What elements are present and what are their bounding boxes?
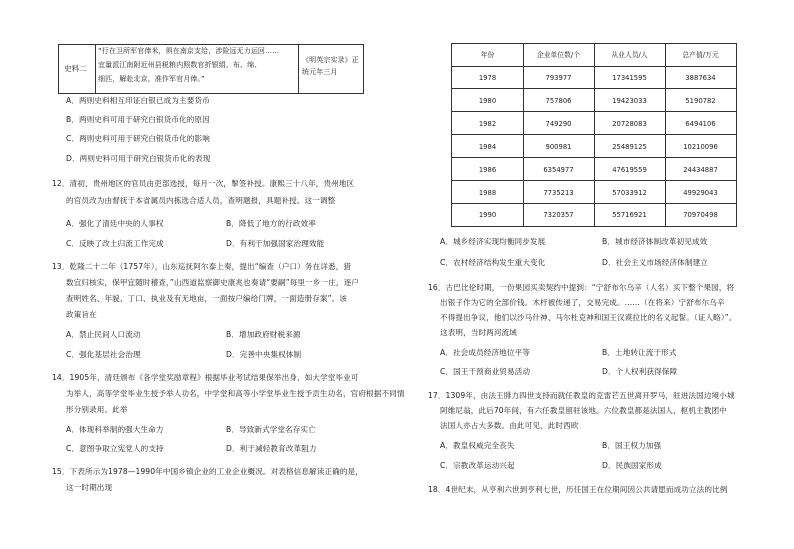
q13-option-d: D．完善中央集权体制 — [226, 350, 302, 359]
table-row-line — [452, 88, 736, 89]
q14-stem-line: 14．1905年，清廷颁布《各学堂奖励章程》根据毕业考试结果保举出身，如大学堂毕业可 — [52, 373, 359, 382]
table-divider — [665, 44, 666, 226]
q16-option-d: D．个人权利获得保障 — [602, 367, 678, 376]
table-header-cell: 从业人员/人 — [611, 51, 648, 59]
q14-option-b: B．导致新式学堂名存实亡 — [226, 425, 316, 434]
q13-stem-line: 数宜归核实，保甲宜随时稽查，”山西道监察御史康兆也奏请“要嗣”每里一乡一庄，逐户 — [66, 278, 359, 287]
source-table-text-line: 细匹，解赴北京，准作军官月俸。” — [98, 75, 205, 83]
source-table-label: 史料二 — [64, 64, 88, 73]
source-table-text-line: 宜量派江南附近州县税粮内照数官折银绢、布、绵、 — [98, 61, 262, 69]
table-cell: 47619559 — [612, 166, 647, 174]
q13-stem-line: 查明姓名、年貌、丁口、执业及有无地亩，一面按户编给门牌，一面造册存案”。该 — [66, 294, 348, 303]
q17-option-b: B．国王权力加强 — [602, 441, 662, 450]
q11-option-a: A．两则史料相互印证白银已成为主要货币 — [66, 96, 210, 105]
q12-option-c: C．反映了改土归流工作完成 — [66, 239, 164, 248]
table-cell: 749290 — [545, 120, 572, 128]
table-cell: 757806 — [545, 97, 572, 105]
table-header-cell: 年份 — [480, 51, 495, 59]
q16-option-a: A．社会成员经济地位平等 — [440, 348, 530, 357]
q15-option-d: D．社会主义市场经济体制建立 — [602, 258, 708, 267]
table-cell-year: 1986 — [478, 166, 497, 174]
q18-stem-line: 18．4世纪末，从亨利六世到亨利七世，历任国王在位期间因公共请愿而成功立法的比例 — [428, 485, 728, 494]
q13-option-b: B．增加政府财税来源 — [226, 330, 301, 339]
table-cell: 19423033 — [612, 97, 647, 105]
q17-stem-line: 17．1309年，由法王腓力四世支持而就任教皇的克雷芒五世离开罗马，驻进法国边境小城 — [428, 391, 735, 400]
source-table-text-line: “行在卫所军官俸米，俱在南京支给，涉险远无力运回…… — [98, 47, 280, 55]
q16-stem-line: 出银子作为它的全部价钱。木杆被传递了，交易完成。……（在将来）宁舒布尔乌辛 — [440, 298, 725, 307]
table-cell: 6354977 — [543, 166, 574, 174]
q15-option-b: B．城市经济体制改革初见成效 — [602, 237, 708, 246]
q17-option-c: C．宗教改革运动兴起 — [440, 461, 515, 470]
table-cell: 7735213 — [543, 189, 574, 197]
table-cell-year: 1982 — [478, 120, 497, 128]
table-cell-year: 1984 — [478, 143, 497, 151]
table-row-line — [452, 180, 736, 181]
source-table-source-line: 《明英宗实录》正 — [302, 56, 359, 64]
q12-option-b: B．降低了地方的行政效率 — [226, 219, 316, 228]
table-cell: 25489125 — [612, 143, 647, 151]
table-cell: 70970498 — [683, 211, 718, 219]
q16-stem-line: 16．古巴比伦时期，一份果园买卖契约中提到：“宁舒布尔乌辛（人名）买下整个果园，将 — [428, 283, 735, 292]
table-header-cell: 企业单位数/个 — [536, 51, 581, 59]
q16-option-c: C．国王干预商业贸易活动 — [440, 367, 531, 376]
table-cell: 5190782 — [685, 97, 716, 105]
table-divider — [594, 44, 595, 226]
q17-option-d: D．民族国家形成 — [602, 461, 662, 470]
table-row-line — [452, 203, 736, 204]
q13-option-c: C．强化基层社会治理 — [66, 350, 141, 359]
table-cell-year: 1988 — [478, 189, 497, 197]
q15-stem-line: 15．下表所示为1978—1990年中国乡镇企业的工业企业概况。对表格信息解读正确的是， — [52, 467, 363, 476]
table-cell: 793977 — [545, 74, 572, 82]
q15-option-a: A．城乡经济实现均衡同步发展 — [440, 237, 546, 246]
q14-option-a: A．体现科举制的强大生命力 — [66, 425, 164, 434]
table-cell: 55716921 — [612, 211, 647, 219]
source-table-source-line: 统元年三月 — [302, 68, 338, 76]
q14-stem-line: 形分别录用。此举 — [66, 405, 128, 414]
table-cell: 49929043 — [683, 189, 718, 197]
q12-stem-line: 12．清初，贵州地区的官员由吏部选授，每月一次，掣签补授。康熙三十八年，贵州地区 — [52, 179, 355, 188]
table-cell-year: 1980 — [478, 97, 497, 105]
q17-stem-line: 阿维尼翁，此后70年间，有六任教皇留驻该地。六位教皇都是法国人，枢机主教团中 — [440, 406, 727, 415]
q11-option-b: B．两则史料可用于研究白银货币化的原因 — [66, 115, 210, 124]
table-cell: 20728083 — [612, 120, 647, 128]
table-row-line — [452, 111, 736, 112]
table-cell: 24434887 — [683, 166, 718, 174]
table-divider — [523, 44, 524, 226]
table-cell: 7320357 — [543, 211, 574, 219]
q15-stem-line: 这一时期出现 — [66, 483, 113, 492]
q12-option-d: D．有利于加强国家治理效能 — [226, 239, 325, 248]
table-cell-year: 1978 — [478, 74, 497, 82]
q17-stem-line: 法国人亦占大多数。由此可见，此时西欧 — [440, 421, 579, 430]
q13-option-a: A．禁止民间人口流动 — [66, 330, 141, 339]
q11-option-d: D．两则史料可用于研究白银货币化的表现 — [66, 154, 211, 163]
table-cell: 10210096 — [683, 143, 718, 151]
q15-option-c: C．农村经济结构发生重大变化 — [440, 258, 546, 267]
table-cell: 900981 — [545, 143, 572, 151]
q12-option-a: A．强化了清廷中央的人事权 — [66, 219, 164, 228]
q12-stem-line: 的官员改为由督抚于本省属员内拣选合适人员，查明题报，具题补授。这一调整 — [66, 196, 336, 205]
table-cell: 6494106 — [685, 120, 716, 128]
table-cell: 3887634 — [685, 74, 716, 82]
table-row-line — [452, 66, 736, 67]
table-header-cell: 总产值/万元 — [682, 51, 719, 59]
q14-stem-line: 为举人，高等学堂毕业生授予举人功名，中学堂和高等小学堂毕业生授予贡生功名，官府根据不同情 — [66, 389, 405, 398]
table-cell-year: 1990 — [478, 211, 497, 219]
q13-stem-line: 13．乾隆二十二年（1757年），山东巡抚阿尔泰上奏，提出“编查（户口）务在详悉，猎 — [52, 262, 352, 271]
q17-option-a: A．教皇权威完全丧失 — [440, 441, 515, 450]
q13-stem-line: 政策旨在 — [66, 310, 97, 319]
stats-table — [451, 43, 737, 227]
q14-option-d: D．利于减轻教育改革阻力 — [226, 444, 317, 453]
q14-option-c: C．意图争取立宪党人的支持 — [66, 444, 164, 453]
table-cell: 17341595 — [612, 74, 647, 82]
q11-option-c: C．两则史料可用于研究白银货币化的影响 — [66, 134, 210, 143]
q16-stem-line: 这表明，当时两河流域 — [440, 328, 517, 337]
q16-option-b: B．土地转让流于形式 — [602, 348, 677, 357]
table-row-line — [452, 134, 736, 135]
q16-stem-line: 不得提出争议，他们以沙马什神、马尔杜克神和国王汉谟拉比的名义起誓。（证人略）”。 — [440, 313, 737, 322]
table-cell: 57033912 — [612, 189, 647, 197]
table-row-line — [452, 157, 736, 158]
